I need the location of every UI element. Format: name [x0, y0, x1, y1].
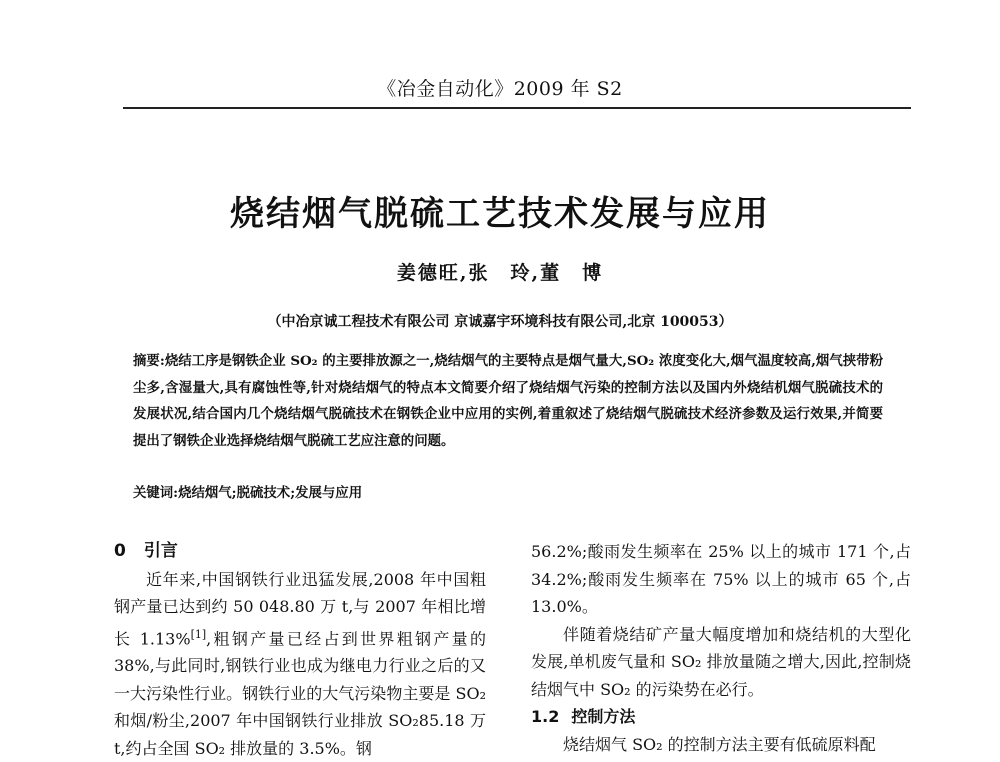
subsection-heading — [531, 703, 911, 731]
paper-title: 烧结烟气脱硫工艺技术发展与应用 — [0, 186, 1000, 235]
paragraph-control-methods: 烧结烟气 SO₂ 的控制方法主要有低硫原料配 — [531, 731, 911, 759]
section-title: 引言 — [144, 541, 178, 561]
section-number: 0 — [114, 541, 126, 561]
paper-affiliation: （中冶京诚工程技术有限公司 京诚嘉宇环境科技有限公司,北京 100053） — [0, 311, 1000, 331]
abstract-text: 烧结工序是钢铁企业 SO₂ 的主要排放源之一,烧结烟气的主要特点是烟气量大,SO₂ 浓度变化大,烟气温度较高,烟气挟带粉尘多,含湿量大,具有腐蚀性等,针对烧结烟气的特点本文简要介绍了烧结烟气污染的控制方法以及国内外烧结机烟气脱硫技术的发展状况,结合国内几个烧结烟气脱硫技术在钢铁企业中应用的实例,着重叙述了烧结烟气脱硫技术经济参数及运行效果,并简要提出了钢铁企业选择烧结烟气脱硫工艺应注意的问题。 — [133, 353, 883, 449]
right-column — [531, 538, 911, 758]
intro-text-2: ,粗钢产量已经占到世界粗钢产量的38%,与此同时,钢铁行业也成为继电力行业之后的又一大污染性行业。钢铁行业的大气污染物主要是 SO₂ 和烟/粉尘,2007 年中国钢铁行业排放 SO₂85.18 万 t,约占全国 SO₂ 排放量的 3.5%。钢 — [114, 629, 486, 758]
keywords — [133, 482, 883, 501]
abstract — [133, 348, 883, 454]
paper-authors: 姜德旺,张 玲,董 博 — [0, 258, 1000, 285]
subsection-title: 控制方法 — [571, 707, 635, 726]
continued-paragraph: 56.2%;酸雨发生频率在 25% 以上的城市 171 个,占 34.2%;酸雨发生频率在 75% 以上的城市 65 个,占 13.0%。 — [531, 538, 911, 621]
section-heading — [114, 538, 486, 566]
intro-paragraph — [114, 566, 486, 762]
paragraph-growth: 伴随着烧结矿产量大幅度增加和烧结机的大型化发展,单机废气量和 SO₂ 排放量随之增大,因此,控制烧结烟气中 SO₂ 的污染势在必行。 — [531, 621, 911, 704]
keywords-label: 关键词: — [133, 485, 178, 501]
left-column — [114, 538, 486, 762]
citation-ref: [1] — [191, 628, 207, 641]
abstract-label: 摘要: — [133, 353, 165, 369]
keywords-text: 烧结烟气;脱硫技术;发展与应用 — [178, 485, 362, 501]
intro-text-1: 近年来,中国钢铁行业迅猛发展,2008 年中国粗钢产量已达到约 50 048.80 万 t,与 2007 年相比增长 1.13% — [114, 570, 486, 648]
subsection-number: 1.2 — [531, 707, 559, 726]
journal-header: 《冶金自动化》2009 年 S2 — [0, 74, 1000, 101]
header-rule — [123, 107, 911, 109]
